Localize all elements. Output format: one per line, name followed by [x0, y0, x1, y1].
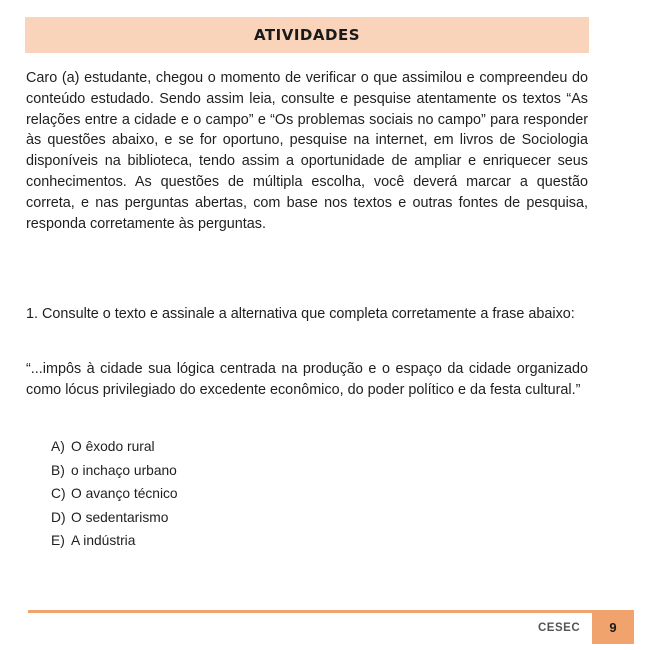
answer-option-e[interactable] — [51, 529, 178, 553]
answer-option-b[interactable] — [51, 459, 178, 483]
answer-option-a[interactable] — [51, 435, 178, 459]
option-text: A indústria — [71, 533, 136, 548]
answer-options-list — [51, 435, 178, 553]
option-text: O sedentarismo — [71, 509, 169, 525]
option-letter: C) — [51, 486, 66, 501]
option-letter: B) — [51, 462, 65, 478]
option-letter: D) — [51, 509, 66, 525]
footer-divider — [28, 610, 634, 613]
footer-label: CESEC — [538, 622, 581, 634]
question-1-prompt: 1. Consulte o texto e assinale a alternativa que completa corretamente a frase abaixo: — [26, 306, 575, 322]
section-title: ATIVIDADES — [253, 26, 360, 44]
page-number-box — [592, 610, 634, 644]
section-header-band — [25, 17, 589, 53]
option-letter: A) — [51, 439, 65, 454]
option-text: o inchaço urbano — [71, 462, 177, 478]
page-number: 9 — [609, 619, 617, 635]
intro-paragraph: Caro (a) estudante, chegou o momento de verificar o que assimilou e compreendeu do conteúdo estudado. Sendo assim leia, consulte e pesquise atentamente os textos “As relações entre a cidade e o campo” e “Os problemas sociais no campo” para responder às questões abaixo, e se for oportuno, pesquise na internet, em livros de Sociologia disponíveis na biblioteca, tendo assim a oportunidade de ampliar e enriquecer seus conhecimentos. As questões de múltipla escolha, você deverá marcar a questão correta, e nas perguntas abertas, com base nos textos e outras fontes de pesquisa, responda corretamente às perguntas. — [26, 70, 588, 232]
question-1-quote: “...impôs à cidade sua lógica centrada na produção e o espaço da cidade organizado como lócus privilegiado do excedente econômico, do poder político e da festa cultural.” — [26, 361, 588, 398]
option-text: O êxodo rural — [71, 439, 155, 454]
answer-option-c[interactable] — [51, 482, 178, 506]
option-letter: E) — [51, 533, 65, 548]
answer-option-d[interactable] — [51, 506, 178, 530]
option-text: O avanço técnico — [71, 486, 178, 501]
